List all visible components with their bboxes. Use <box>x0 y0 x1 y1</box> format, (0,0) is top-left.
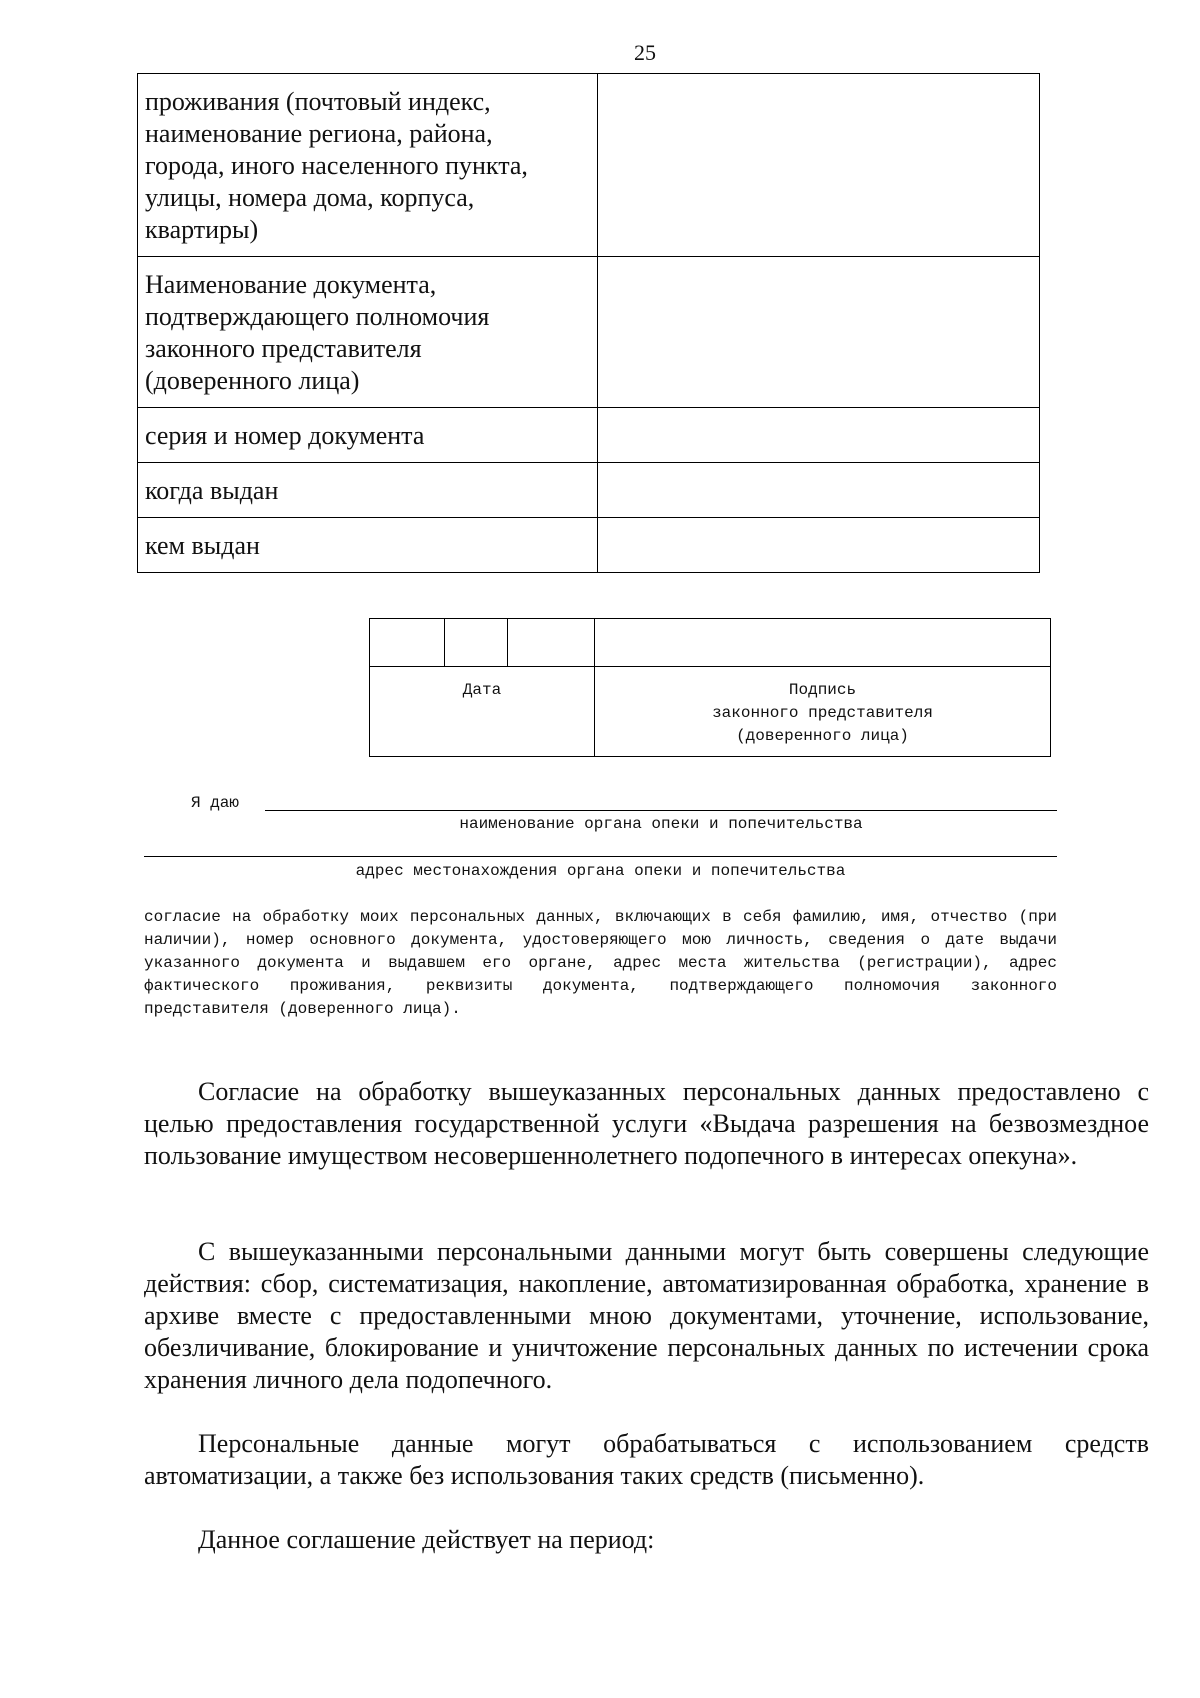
row-label-document-number: серия и номер документа <box>138 408 598 463</box>
signature-table <box>369 618 1051 757</box>
signature-entry-row <box>370 619 1051 667</box>
consent-body-text: согласие на обработку моих персональных данных, включающих в себя фамилию, имя, отчество (при наличии), номер основного документа, удостоверяющего мою личность, сведения о дате выдачи указанного документа и выдавшем его органе, адрес места жительства (регистрации), адрес фактического проживания, реквизиты документа, подтверждающего полномочия законного представителя (доверенного лица). <box>144 908 1057 1018</box>
row-value-authority-document[interactable] <box>598 257 1040 408</box>
row-value-document-number[interactable] <box>598 408 1040 463</box>
consent-prefix: Я даю <box>191 794 240 812</box>
table-row <box>138 518 1040 573</box>
row-label-residence-address: проживания (почтовый индекс, наименование региона, района, города, иного населенного пункта, улицы, номера дома, корпуса, квартиры) <box>138 74 598 257</box>
page-number: 25 <box>634 40 656 65</box>
row-value-residence-address[interactable] <box>598 74 1040 257</box>
row-label-issue-date: когда выдан <box>138 463 598 518</box>
signature-box[interactable] <box>595 619 1051 667</box>
row-value-issued-by[interactable] <box>598 518 1040 573</box>
signature-caption: Подпись законного представителя (доверенного лица) <box>595 667 1051 757</box>
table-row <box>138 257 1040 408</box>
date-month-box[interactable] <box>445 619 508 667</box>
table-row <box>138 74 1040 257</box>
authority-address-caption: адрес местонахождения органа опеки и попечительства <box>355 862 846 880</box>
row-value-issue-date[interactable] <box>598 463 1040 518</box>
paragraph-validity-period: Данное соглашение действует на период: <box>198 1525 655 1554</box>
authority-name-line[interactable] <box>265 810 1057 811</box>
authority-address-line[interactable] <box>144 856 1057 857</box>
table-row <box>138 408 1040 463</box>
date-year-box[interactable] <box>508 619 595 667</box>
row-label-issued-by: кем выдан <box>138 518 598 573</box>
signature-caption-row <box>370 667 1051 757</box>
paragraph-consent-purpose: Согласие на обработку вышеуказанных персональных данных предоставлено с целью предоставления государственной услуги «Выдача разрешения на безвозмездное пользование имуществом несовершеннолетнего подопечного в интересах опекуна». <box>144 1077 1149 1170</box>
table-row <box>138 463 1040 518</box>
authority-name-caption: наименование органа опеки и попечительства <box>459 815 863 833</box>
applicant-info-table <box>137 73 1040 573</box>
row-label-authority-document: Наименование документа, подтверждающего полномочия законного представителя (доверенного лица) <box>138 257 598 408</box>
paragraph-processing-methods: Персональные данные могут обрабатываться с использованием средств автоматизации, а также без использования таких средств (письменно). <box>144 1429 1149 1490</box>
date-caption: Дата <box>370 667 595 757</box>
date-day-box[interactable] <box>370 619 445 667</box>
paragraph-processing-actions: С вышеуказанными персональными данными могут быть совершены следующие действия: сбор, систематизация, накопление, автоматизированная обработка, хранение в архиве вместе с предоставленными мною документами, уточнение, использование, обезличивание, блокирование и уничтожение персональных данных по истечении срока хранения личного дела подопечного. <box>144 1237 1149 1394</box>
